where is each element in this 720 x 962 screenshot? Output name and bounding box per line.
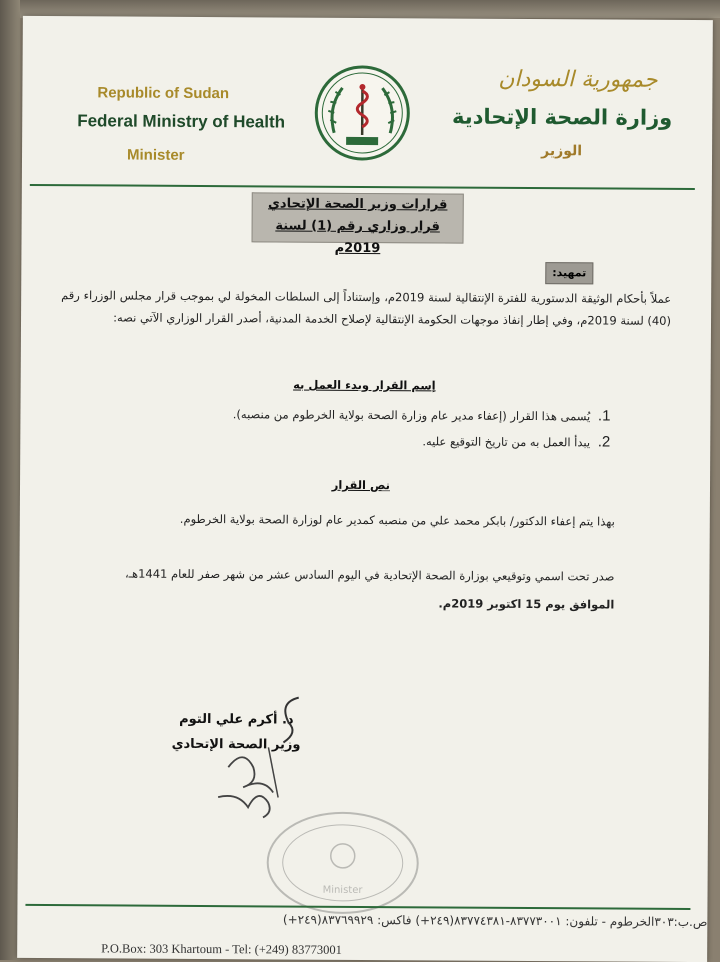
stamp-label: Minister — [323, 885, 364, 896]
official-stamp — [262, 807, 423, 918]
footer-english: P.O.Box: 303 Khartoum - Tel: (+249) 83773001 — [101, 941, 342, 957]
item-text: يُسمى هذا القرار (إعفاء مدير عام وزارة الصحة بولاية الخرطوم من منصبه). — [233, 407, 591, 423]
ar-minister: الوزير — [541, 143, 582, 159]
closing-line2: الموافق يوم 15 اكتوبر 2019م. — [438, 596, 614, 611]
en-minister: Minister — [127, 147, 185, 164]
section2-title: نص القرار — [332, 478, 390, 492]
en-republic: Republic of Sudan — [97, 84, 229, 102]
ar-republic: جمهورية السودان — [498, 67, 657, 93]
item-text: يبدأ العمل به من تاريخ التوقيع عليه. — [422, 434, 590, 449]
item-number: 2. — [598, 433, 611, 450]
title-line1: قرارات وزير الصحة الإتحادي — [253, 193, 463, 216]
signatory-name: د. أكرم علي التوم — [124, 712, 294, 728]
en-ministry: Federal Ministry of Health — [77, 111, 285, 132]
section1-item-2 — [422, 432, 610, 450]
letter-page — [17, 16, 713, 962]
closing-line1: صدر تحت اسمي وتوقيعي بوزارة الصحة الإتحادية في اليوم السادس عشر من شهر صفر للعام 1441هـ، — [125, 567, 615, 584]
section2-text: بهذا يتم إعفاء الدكتور/ بابكر محمد علي من منصبه كمدير عام لوزارة الصحة بولاية الخرطوم. — [180, 512, 615, 529]
decision-title — [252, 192, 464, 243]
preface-text: عملاً بأحكام الوثيقة الدستورية للفترة الإنتقالية لسنة 2019م، وإستناداً إلى السلطات المخولة لي بموجب قرار مجلس الوزراء رقم (40) لسنة 2019م، وفي إطار إنفاذ موجهات الحكومة الإنتقالية لإصلاح الخدمة المدنية، أصدر القرار الوزاري الآتي نصه: — [61, 284, 671, 332]
ar-ministry: وزارة الصحة الإتحادية — [452, 105, 672, 130]
header-divider — [30, 184, 695, 190]
ministry-emblem-icon — [312, 63, 413, 164]
title-line2: قرار وزاري رقم (1) لسنة 2019م — [252, 215, 462, 260]
background-top — [0, 0, 720, 18]
signatory-title: وزير الصحة الإتحادي — [130, 737, 300, 753]
section1-item-1 — [233, 405, 611, 424]
item-number: 1. — [598, 407, 611, 424]
footer-arabic: ص.ب:٣٠٣الخرطوم - تلفون: ٨٣٧٧٣٠٠١-٨٣٧٧٤٣٨١(٢٤٩+) فاكس: ٨٣٧٦٩٩٢٩(٢٤٩+) — [17, 911, 707, 929]
preface-label: تمهيد: — [545, 262, 593, 284]
section1-title: إسم القرار وبدء العمل به — [293, 378, 436, 393]
